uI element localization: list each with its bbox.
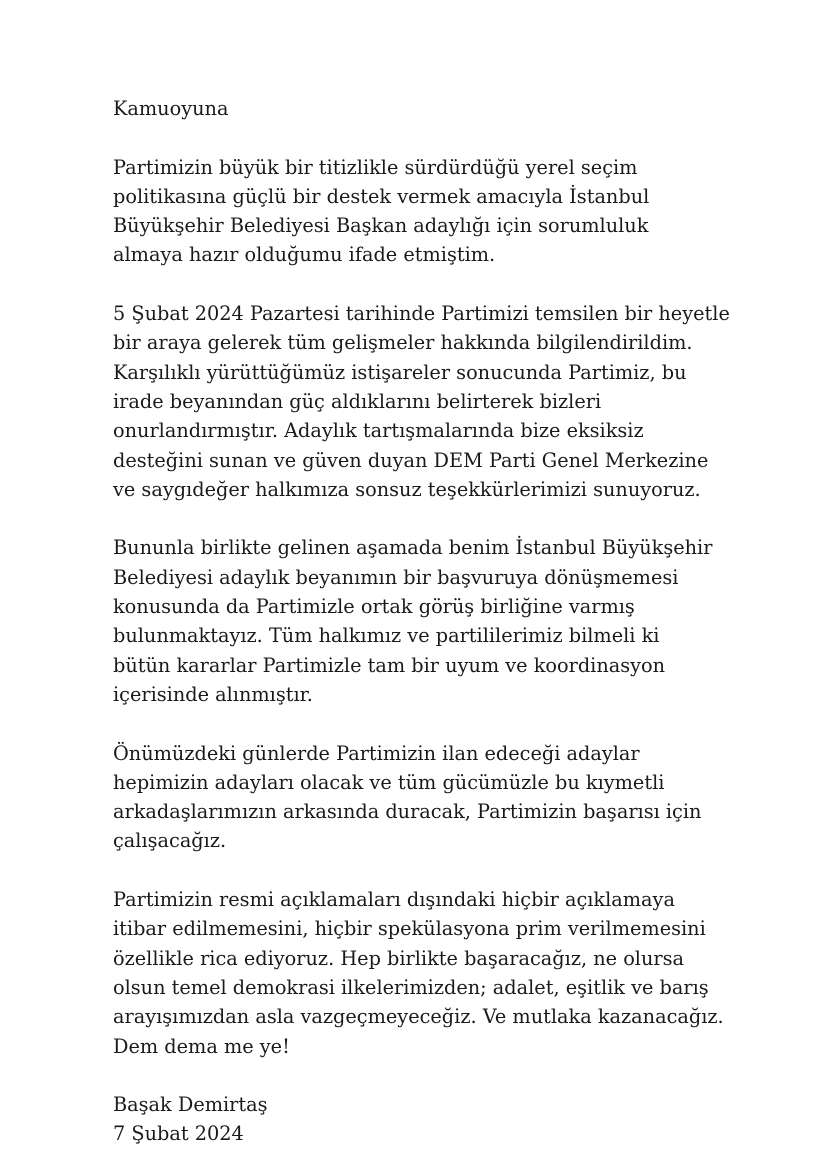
paragraph-5 <box>113 885 753 1061</box>
text-line: 5 Şubat 2024 Pazartesi tarihinde Partimizi temsilen bir heyetle <box>113 302 730 326</box>
paragraph-gap <box>113 270 753 299</box>
text-line: bulunmaktayız. Tüm halkımız ve partililerimiz bilmeli ki <box>113 624 660 648</box>
text-line: Belediyesi adaylık beyanımın bir başvuruya dönüşmemesi <box>113 565 679 589</box>
text-line: arkadaşlarımızın arkasında duracak, Partimizin başarısı için <box>113 800 702 824</box>
signature-name: Başak Demirtaş <box>113 1093 268 1117</box>
text-line: hepimizin adayları olacak ve tüm gücümüzle bu kıymetli <box>113 770 665 794</box>
signature-block <box>113 1090 753 1149</box>
text-line: Partimizin büyük bir titizlikle sürdürdüğü yerel seçim <box>113 155 638 179</box>
text-line: özellikle rica ediyoruz. Hep birlikte başaracağız, ne olursa <box>113 946 684 970</box>
text-line: Önümüzdeki günlerde Partimizin ilan edeceği adaylar <box>113 741 640 765</box>
signature-date: 7 Şubat 2024 <box>113 1122 244 1146</box>
paragraph-4 <box>113 739 753 856</box>
text-line: arayışımızdan asla vazgeçmeyeceğiz. Ve mutlaka kazanacağız. <box>113 1005 724 1029</box>
paragraph-2 <box>113 299 753 504</box>
text-line: onurlandırmıştır. Adaylık tartışmalarında bize eksiksiz <box>113 419 644 443</box>
text-line: konusunda da Partimizle ortak görüş birliğine varmış <box>113 595 635 619</box>
text-line: içerisinde alınmıştır. <box>113 682 313 706</box>
text-line: almaya hazır olduğumu ifade etmiştim. <box>113 243 496 267</box>
paragraph-gap <box>113 504 753 533</box>
text-line: çalışacağız. <box>113 829 227 853</box>
text-line: desteğini sunan ve güven duyan DEM Parti Genel Merkezine <box>113 448 709 472</box>
paragraph-3 <box>113 533 753 709</box>
paragraph-1 <box>113 153 753 270</box>
text-line: Dem dema me ye! <box>113 1034 290 1058</box>
text-line: politikasına güçlü bir destek vermek amacıyla İstanbul <box>113 184 650 208</box>
text-line: Karşılıklı yürüttüğümüz istişareler sonucunda Partimiz, bu <box>113 360 687 384</box>
text-line: itibar edilmemesini, hiçbir spekülasyona prim verilmemesini <box>113 917 706 941</box>
letter-body <box>113 94 753 1149</box>
text-line: bütün kararlar Partimizle tam bir uyum ve koordinasyon <box>113 653 666 677</box>
text-line: olsun temel demokrasi ilkelerimizden; adalet, eşitlik ve barış <box>113 975 709 999</box>
text-line: ve saygıdeğer halkımıza sonsuz teşekkürlerimizi sunuyoruz. <box>113 477 701 501</box>
salutation <box>113 94 753 123</box>
text-line: Büyükşehir Belediyesi Başkan adaylığı için sorumluluk <box>113 214 649 238</box>
text-line: bir araya gelerek tüm gelişmeler hakkında bilgilendirildim. <box>113 331 693 355</box>
text-line: irade beyanından güç aldıklarını belirterek bizleri <box>113 389 602 413</box>
paragraph-gap <box>113 1061 753 1090</box>
text-line: Partimizin resmi açıklamaları dışındaki hiçbir açıklamaya <box>113 888 675 912</box>
paragraph-gap <box>113 709 753 738</box>
paragraph-gap <box>113 123 753 152</box>
text-line: Kamuoyuna <box>113 97 229 120</box>
paragraph-gap <box>113 856 753 885</box>
text-line: Bununla birlikte gelinen aşamada benim İstanbul Büyükşehir <box>113 536 713 560</box>
